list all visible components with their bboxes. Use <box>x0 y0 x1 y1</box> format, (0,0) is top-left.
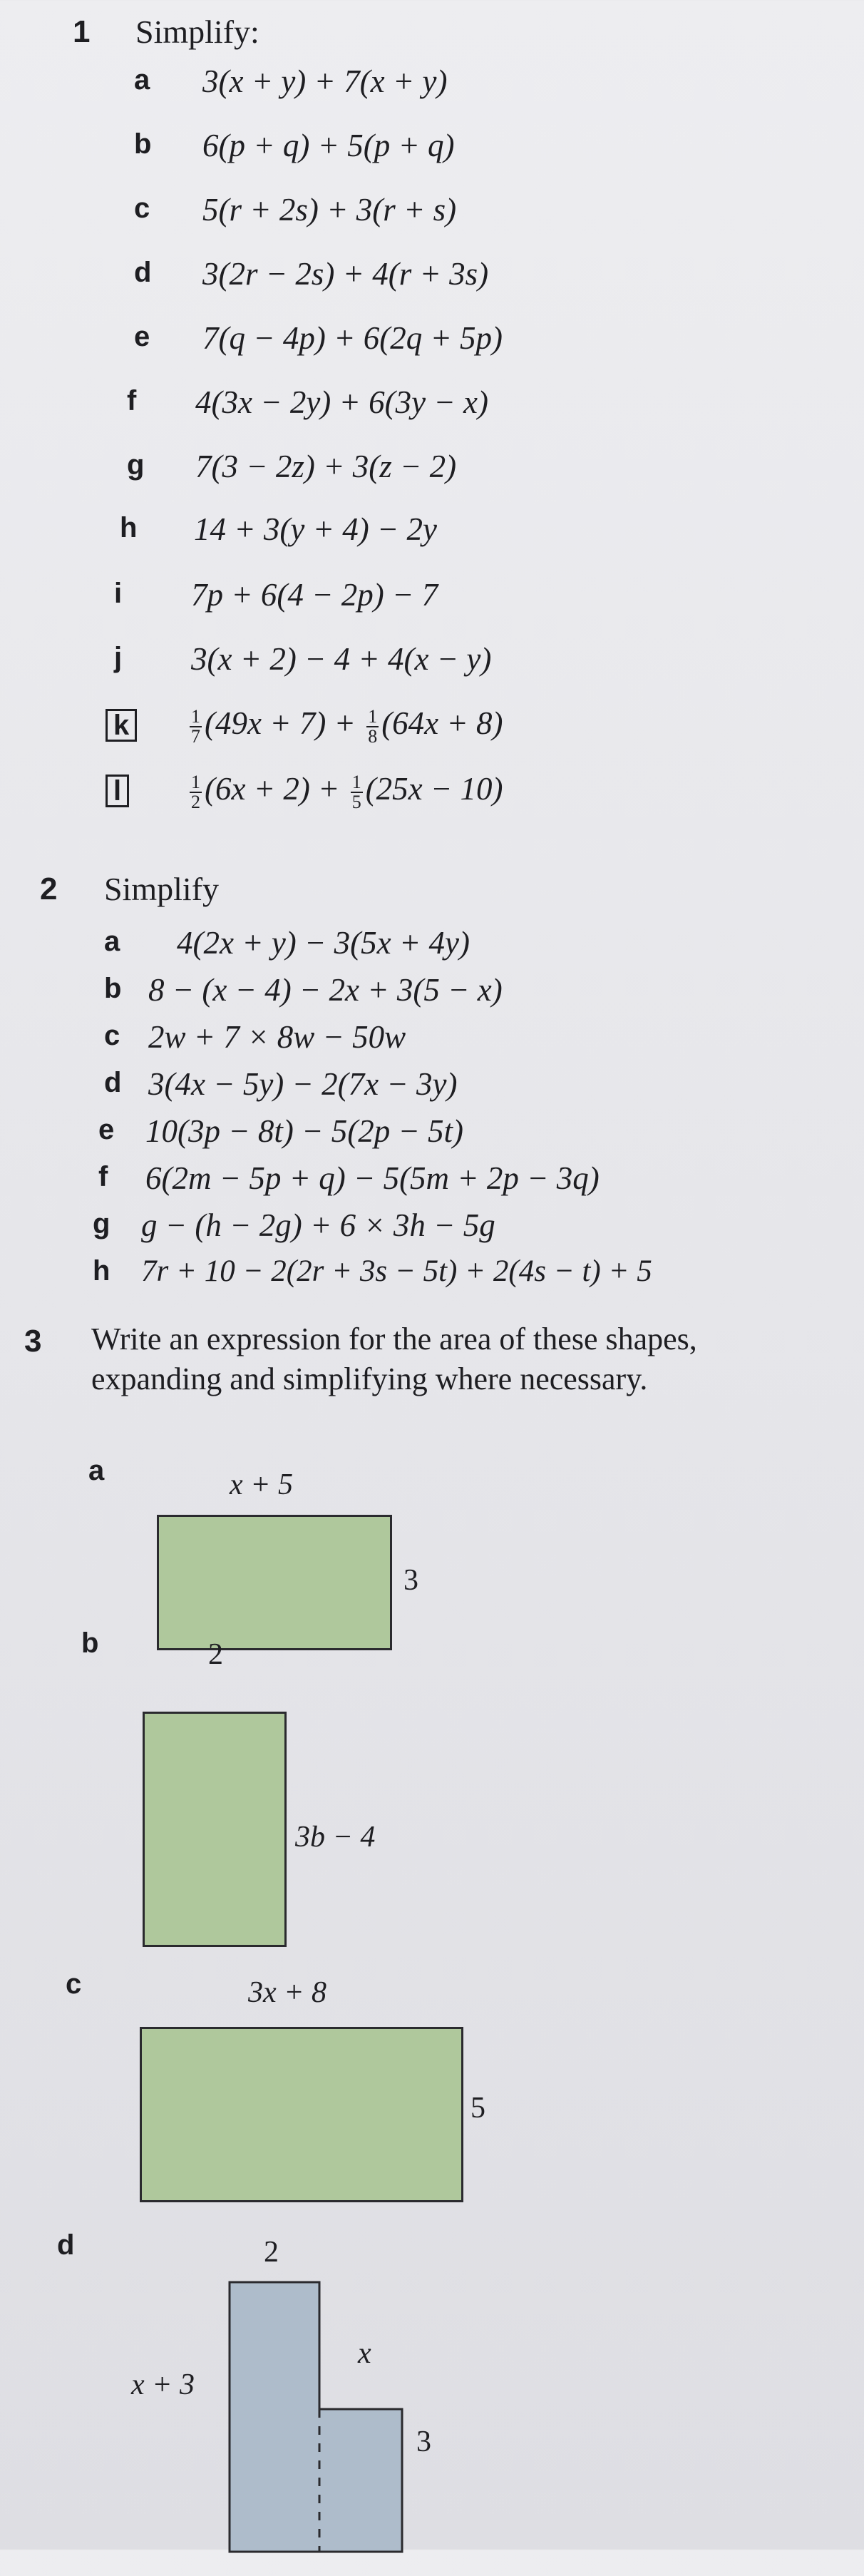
q1-k-fraction-1 <box>190 707 202 746</box>
q2-label-c: c <box>104 1020 120 1051</box>
q1-label-a: a <box>134 64 150 96</box>
question-3-number: 3 <box>24 1324 42 1359</box>
q1-k-frac1-den: 7 <box>191 725 200 747</box>
q2-expr-b: 8 − (x − 4) − 2x + 3(5 − x) <box>148 972 503 1008</box>
shape-b-top-dimension: 2 <box>208 1638 223 1671</box>
q1-expr-a: 3(x + y) + 7(x + y) <box>202 63 448 99</box>
shape-a-side-dimension: 3 <box>403 1564 418 1597</box>
shape-d-label: d <box>57 2229 75 2261</box>
q2-expr-c: 2w + 7 × 8w − 50w <box>148 1019 406 1055</box>
q1-expr-l <box>187 770 503 812</box>
q2-expr-g: g − (h − 2g) + 6 × 3h − 5g <box>141 1207 495 1243</box>
q2-label-g: g <box>93 1208 110 1240</box>
q2-expr-a: 4(2x + y) − 3(5x + 4y) <box>177 925 470 961</box>
q1-expr-j: 3(x + 2) − 4 + 4(x − y) <box>191 641 492 677</box>
shape-d-inner-dimension: x <box>358 2337 371 2370</box>
q1-expr-i: 7p + 6(4 − 2p) − 7 <box>191 577 438 613</box>
q1-l-fraction-1 <box>190 773 202 812</box>
q1-l-frac1-den: 2 <box>191 791 200 812</box>
q1-expr-d: 3(2r − 2s) + 4(r + 3s) <box>202 256 489 292</box>
shape-c-rectangle <box>140 2027 463 2202</box>
question-3-instruction-line-2: expanding and simplifying where necessary. <box>91 1361 648 1396</box>
shape-d-right-dimension: 3 <box>416 2426 431 2458</box>
q2-expr-d: 3(4x − 5y) − 2(7x − 3y) <box>148 1066 458 1102</box>
q2-label-a: a <box>104 926 120 957</box>
shape-b-side-dimension: 3b − 4 <box>295 1821 376 1854</box>
shape-b-label: b <box>81 1627 99 1659</box>
q1-expr-b: 6(p + q) + 5(p + q) <box>202 128 455 163</box>
q1-l-frac2-num: 1 <box>351 771 361 792</box>
q1-expr-k <box>187 705 503 746</box>
q1-label-g: g <box>127 449 145 481</box>
q1-k-part-1: (49x + 7) + <box>205 705 356 741</box>
q1-l-part-2: (25x − 10) <box>365 771 503 807</box>
q1-label-j: j <box>114 642 123 673</box>
q2-expr-f: 6(2m − 5p + q) − 5(5m + 2p − 3q) <box>145 1160 600 1196</box>
q1-k-frac2-num: 1 <box>368 705 378 727</box>
shape-d-top-dimension: 2 <box>264 2236 279 2269</box>
question-1-title: Simplify: <box>135 14 259 50</box>
q1-label-i: i <box>114 578 123 609</box>
q2-label-h: h <box>93 1255 110 1287</box>
q1-label-f: f <box>127 385 137 416</box>
shape-a-top-dimension: x + 5 <box>230 1468 293 1501</box>
shape-c-side-dimension: 5 <box>470 2092 485 2125</box>
shape-b-rectangle <box>143 1712 287 1947</box>
question-3-instruction-line-1: Write an expression for the area of these shapes, <box>91 1322 697 1356</box>
q2-label-d: d <box>104 1067 122 1098</box>
q1-k-frac1-num: 1 <box>191 705 200 727</box>
q1-k-part-2: (64x + 8) <box>381 705 503 741</box>
q1-label-l: l <box>106 775 129 807</box>
q1-l-frac1-num: 1 <box>191 771 200 792</box>
shape-c-top-dimension: 3x + 8 <box>248 1976 326 2009</box>
question-2-title: Simplify <box>104 871 220 907</box>
q2-expr-h: 7r + 10 − 2(2r + 3s − 5t) + 2(4s − t) + 5 <box>141 1254 652 1288</box>
q1-expr-h: 14 + 3(y + 4) − 2y <box>194 511 438 547</box>
q2-label-b: b <box>104 973 122 1004</box>
q1-l-part-1: (6x + 2) + <box>205 771 340 807</box>
q1-l-frac2-den: 5 <box>351 791 361 812</box>
q1-label-d: d <box>134 257 152 288</box>
q1-label-h: h <box>120 512 138 543</box>
q1-expr-e: 7(q − 4p) + 6(2q + 5p) <box>202 320 503 356</box>
shape-a-label: a <box>88 1455 105 1486</box>
shape-d-l-shape <box>214 2276 513 2576</box>
shape-a-rectangle <box>157 1515 392 1650</box>
q1-expr-f: 4(3x − 2y) + 6(3y − x) <box>195 384 488 420</box>
q2-expr-e: 10(3p − 8t) − 5(2p − 5t) <box>145 1113 464 1149</box>
q2-label-f: f <box>98 1161 108 1192</box>
q1-label-c: c <box>134 193 150 224</box>
q1-label-k: k <box>106 709 137 742</box>
q1-l-fraction-2 <box>351 773 363 812</box>
question-2-number: 2 <box>40 872 58 906</box>
q1-expr-g: 7(3 − 2z) + 3(z − 2) <box>195 449 457 484</box>
q1-label-e: e <box>134 321 150 352</box>
shape-d-left-dimension: x + 3 <box>131 2368 195 2401</box>
q1-k-fraction-2 <box>366 707 379 746</box>
shape-c-label: c <box>66 1968 82 2000</box>
q1-label-b: b <box>134 128 152 160</box>
q1-k-frac2-den: 8 <box>368 725 378 747</box>
q2-label-e: e <box>98 1114 115 1145</box>
q1-expr-c: 5(r + 2s) + 3(r + s) <box>202 192 457 228</box>
question-1-number: 1 <box>73 14 91 49</box>
